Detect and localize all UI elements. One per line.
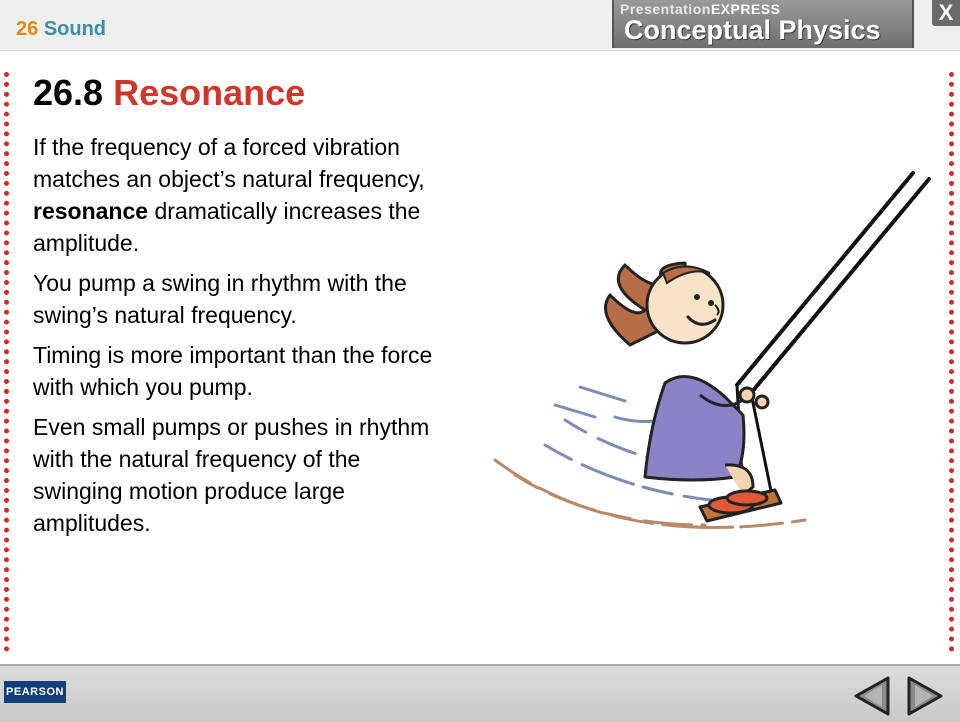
previous-slide-button[interactable] (852, 675, 892, 717)
paragraph-2: You pump a swing in rhythm with the swing’s natural frequency. (33, 270, 407, 328)
body-text (33, 131, 435, 547)
chapter-number: 26 (16, 18, 39, 40)
key-term: resonance (33, 198, 149, 224)
slide-title (33, 72, 305, 114)
paragraph-4: Even small pumps or pushes in rhythm with the natural frequency of the swinging motion produce large amplitudes. (33, 414, 430, 536)
next-slide-button[interactable] (905, 675, 945, 717)
paragraph-text: If the frequency of a forced vibration matches an object’s natural frequency, (33, 134, 425, 192)
brand-logo (612, 0, 914, 48)
pearson-logo: PEARSON (4, 681, 66, 703)
brand-title: Conceptual Physics (624, 15, 881, 45)
triangle-right-icon (909, 678, 941, 714)
chapter-label (16, 18, 106, 41)
triangle-left-icon (856, 678, 888, 714)
footer-bar (0, 664, 960, 722)
right-dotted-border (949, 72, 954, 652)
section-number: 26.8 (33, 72, 104, 113)
brand-prefix: Presentation (620, 1, 711, 17)
swing-illustration (485, 165, 940, 560)
chapter-name: Sound (43, 18, 107, 40)
brand-bold: EXPRESS (710, 1, 781, 17)
section-title: Resonance (113, 72, 306, 113)
paragraph-3: Timing is more important than the force with which you pump. (33, 342, 433, 400)
paragraph-text: dramatically increases the amplitude. (33, 198, 421, 256)
paragraph-1 (33, 131, 435, 259)
close-button[interactable]: X (932, 0, 960, 26)
left-dotted-border (4, 72, 9, 652)
